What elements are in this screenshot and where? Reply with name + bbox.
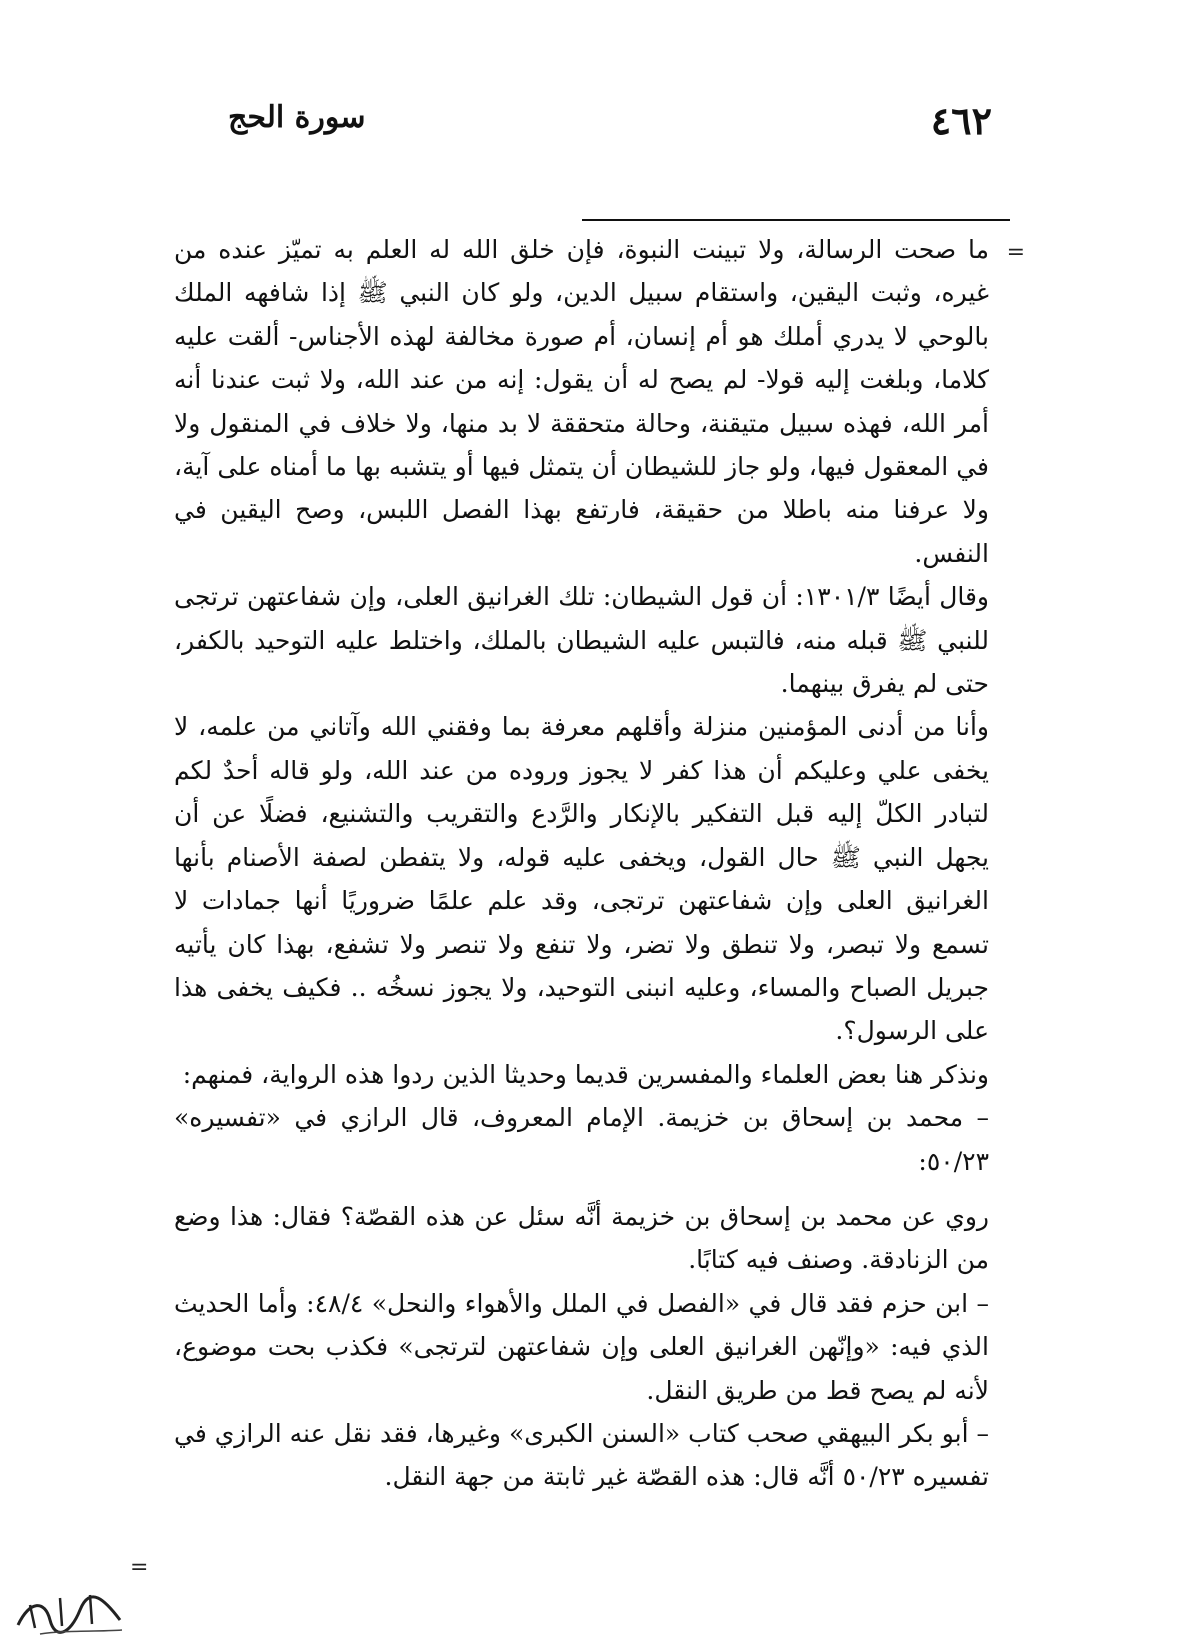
paragraph-2: وقال أيضًا ١٣٠١/٣: أن قول الشيطان: تلك الغرانيق العلى، وإن شفاعتهن ترتجى للنبي ﷺ قبله منه، فالتبس عليه الشيطان بالملك، واختلط عليه التوحيد بالكفر، حتى لم يفرق بينهما. [174, 582, 989, 699]
footnote-text [174, 228, 989, 1499]
paragraph-1: ما صحت الرسالة، ولا تبينت النبوة، فإن خلق الله له العلم به تميّز عنده من غيره، وثبت اليقين، واستقام سبيل الدين، ولو كان النبي ﷺ إذا شافهه الملك بالوحي لا يدري أملك هو أم إنسان، أم صورة مخالفة لهذه الأجناس- ألقت عليه كلاما، وبلغت إليه قولا- لم يصح له أن يقول: إنه من عند الله، ولا ثبت عندنا أنه أمر الله، فهذه سبيل متيقنة، وحالة متحققة لا بد منها، ولا خلاف في المنقول ولا في المعقول فيها، ولو جاز للشيطان أن يتمثل فيها أو يتشبه بها ما أمناه على آية، ولا عرفنا منه باطلا من حقيقة، فارتفع بهذا الفصل اللبس، وصح اليقين في النفس. [174, 235, 989, 568]
paragraph-5: – محمد بن إسحاق بن خزيمة. الإمام المعروف، قال الرازي في «تفسيره» ٥٠/٢٣: [174, 1103, 989, 1176]
paragraph-8: – أبو بكر البيهقي صحب كتاب «السنن الكبرى» وغيرها، فقد نقل عنه الرازي في تفسيره ٥٠/٢٣ أنَّه قال: هذه القصّة غير ثابتة من جهة النقل. [174, 1418, 989, 1492]
continuation-mark-top: = [1006, 240, 1025, 265]
continuation-mark-bottom: = [130, 1555, 149, 1580]
paragraph-3: وأنا من أدنى المؤمنين منزلة وأقلهم معرفة بما وفقني الله وآتاني من علمه، لا يخفى علي وعليكم أن هذا كفر لا يجوز وروده من عند الله، ولو قاله أحدٌ لكم لتبادر الكلّ إليه قبل التفكير بالإنكار والرَّدع والتقريب والتشنيع، فضلًا عن أن يجهل النبي ﷺ حال القول، ويخفى عليه قوله، ولا يتفطن لصفة الأصنام بأنها الغرانيق العلى وإن شفاعتهن ترتجى، وقد علم علمًا ضروريًا أنها جمادات لا تسمع ولا تبصر، ولا تنطق ولا تضر، ولا تنفع ولا تنصر ولا تشفع، بهذا كان يأتيه جبريل الصباح والمساء، وعليه انبنى التوحيد، ولا يجوز نسخُه .. فكيف يخفى هذا على الرسول؟. [174, 712, 989, 1046]
page-number: ٤٦٢ [930, 98, 992, 143]
surah-title: سورة الحج [228, 100, 366, 135]
publisher-logo [10, 1580, 130, 1640]
paragraph-6: روي عن محمد بن إسحاق بن خزيمة أنَّه سئل عن هذه القصّة؟ فقال: هذا وضع من الزنادقة. وصنف فيه كتابًا. [174, 1201, 989, 1275]
paragraph-7: – ابن حزم فقد قال في «الفصل في الملل والأهواء والنحل» ٤٨/٤: وأما الحديث الذي فيه: «وإنّهن الغرانيق العلى وإن شفاعتهن لترتجى» فكذب بحت موضوع، لأنه لم يصح قط من طريق النقل. [174, 1288, 989, 1405]
page-header [0, 98, 1185, 148]
paragraph-4: ونذكر هنا بعض العلماء والمفسرين قديما وحديثا الذين ردوا هذه الرواية، فمنهم: [182, 1059, 989, 1089]
footnote-rule [582, 219, 1010, 221]
